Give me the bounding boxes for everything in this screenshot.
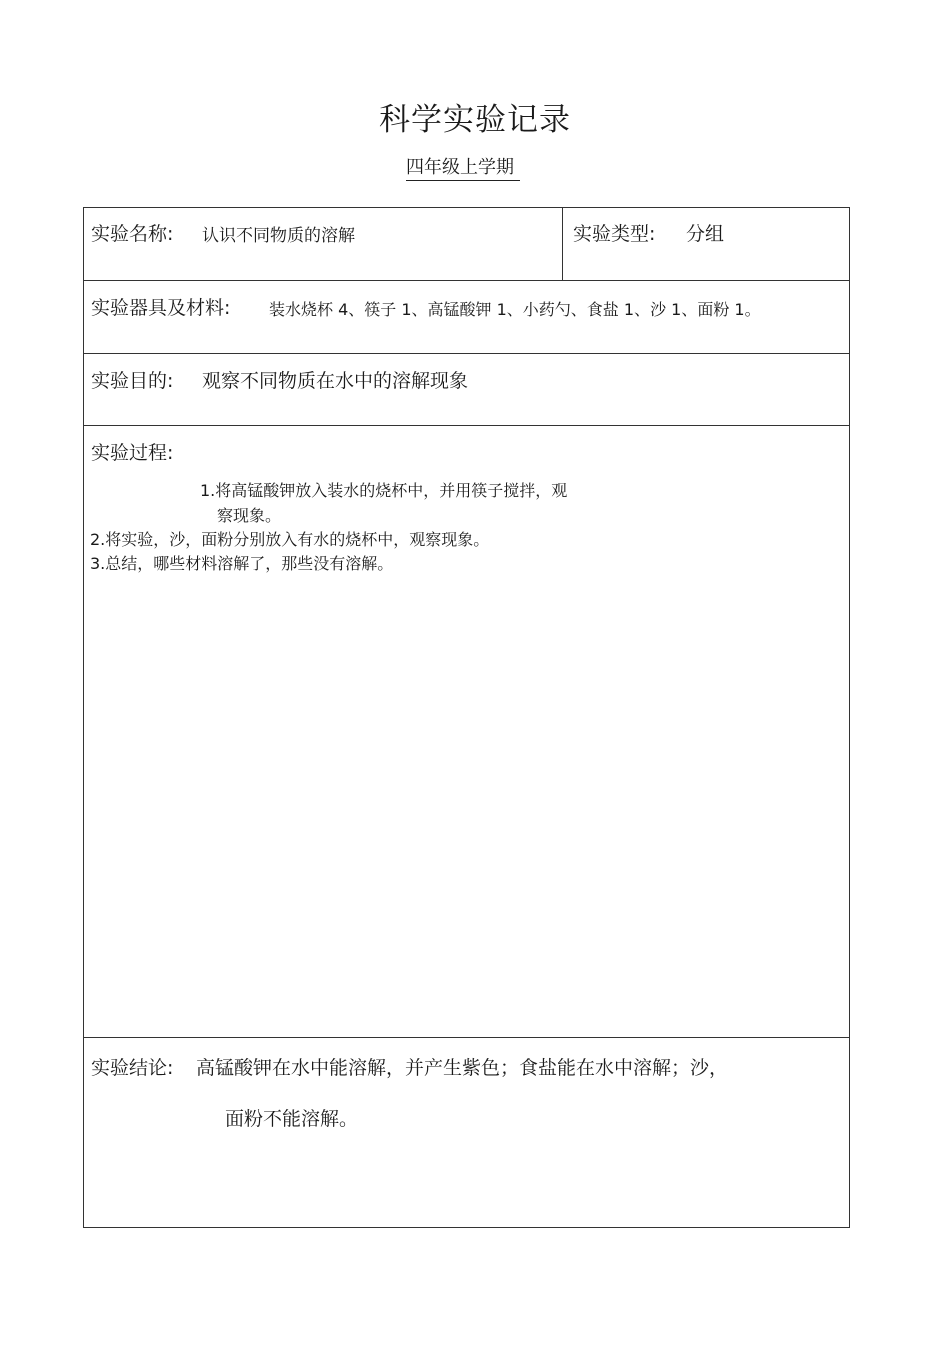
purpose-label: 实验目的: [91,370,174,392]
materials-label: 实验器具及材料: [91,297,231,319]
conclusion-line-1: 高锰酸钾在水中能溶解，并产生紫色；食盐能在水中溶解；沙， [196,1057,729,1079]
row-purpose [84,354,849,426]
materials-value: 装水烧杯 4、筷子 1、高锰酸钾 1、小药勺、食盐 1、沙 1、面粉 1。 [269,300,761,319]
row-name-type [84,208,849,281]
experiment-type-label: 实验类型: [573,223,656,245]
process-step-1-line-1: 1.将高锰酸钾放入装水的烧杯中，并用筷子搅拌，观 [200,481,568,500]
experiment-name-value: 认识不同物质的溶解 [202,226,355,246]
conclusion-line-2: 面粉不能溶解。 [225,1108,359,1130]
page-subtitle: 四年级上学期 [406,156,520,181]
experiment-name-label: 实验名称: [91,223,174,245]
page-title: 科学实验记录 [379,102,571,138]
row-materials [84,281,849,354]
row-process [84,426,849,1038]
process-step-2: 2.将实验，沙，面粉分别放入有水的烧杯中，观察现象。 [90,530,490,549]
process-step-3: 3.总结，哪些材料溶解了，那些没有溶解。 [90,554,394,573]
experiment-record-table [83,207,850,1228]
cell-divider [562,208,563,280]
conclusion-label: 实验结论: [91,1057,174,1079]
experiment-type-value: 分组 [686,223,725,245]
purpose-value: 观察不同物质在水中的溶解现象 [202,370,469,392]
process-label: 实验过程: [91,442,174,464]
row-conclusion [84,1038,849,1227]
process-step-1-line-2: 察现象。 [217,506,282,525]
